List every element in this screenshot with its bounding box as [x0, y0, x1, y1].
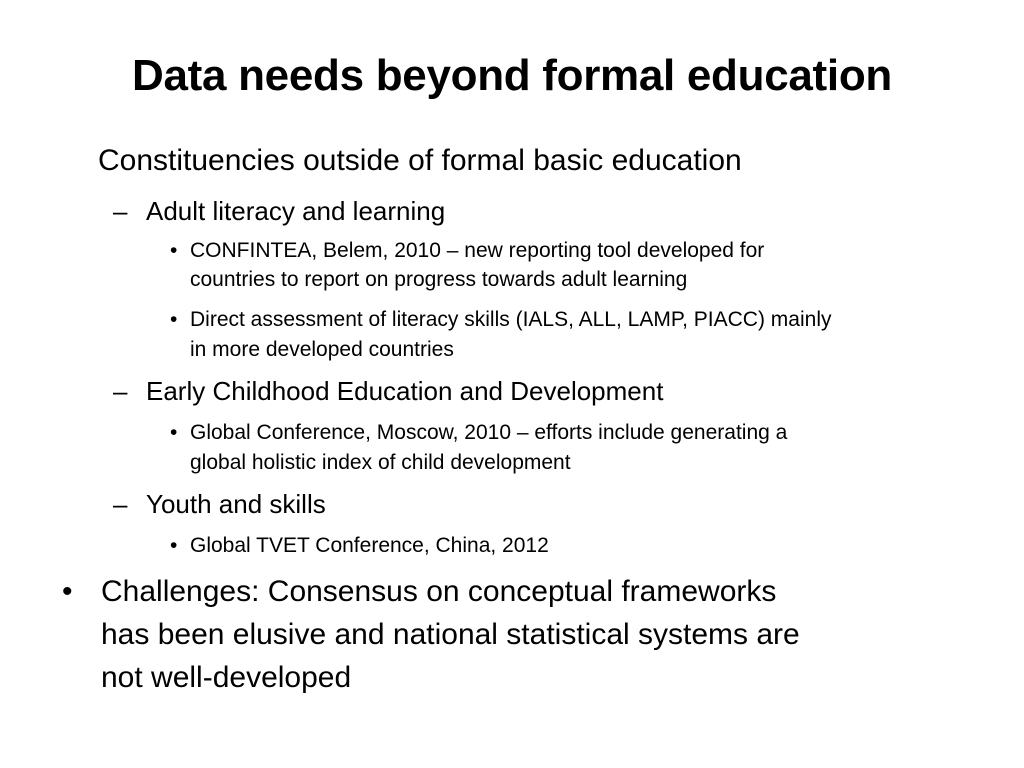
section-heading-youth-skills: Youth and skills	[146, 489, 326, 519]
section-dash-marker: –	[113, 376, 128, 406]
section-heading-early-childhood: Early Childhood Education and Development	[146, 376, 664, 406]
section-heading-adult-literacy: Adult literacy and learning	[146, 196, 446, 226]
bullet-line: global holistic index of child development	[190, 451, 571, 474]
intro-text: Constituencies outside of formal basic education	[98, 144, 742, 177]
bullet-line: CONFINTEA, Belem, 2010 – new reporting tool developed for	[190, 239, 765, 262]
section-dash-marker: –	[113, 196, 128, 226]
bullet-line: Direct assessment of literacy skills (IALS, ALL, LAMP, PIACC) mainly	[190, 308, 832, 331]
section-dash-marker: –	[113, 489, 128, 519]
challenges-line: has been elusive and national statistical systems are	[101, 618, 800, 651]
challenges-bullet-marker: •	[62, 575, 73, 608]
bullet-marker: •	[170, 421, 178, 444]
bullet-marker: •	[170, 534, 178, 557]
bullet-marker: •	[170, 308, 178, 331]
bullet-line: in more developed countries	[190, 338, 454, 361]
slide-title: Data needs beyond formal education	[132, 51, 892, 100]
bullet-line: Global Conference, Moscow, 2010 – efforts include generating a	[190, 421, 788, 444]
bullet-line: countries to report on progress towards adult learning	[190, 268, 688, 291]
bullet-line: Global TVET Conference, China, 2012	[190, 534, 549, 557]
challenges-line: Challenges: Consensus on conceptual frameworks	[101, 575, 777, 608]
bullet-marker: •	[170, 239, 178, 262]
challenges-line: not well-developed	[101, 661, 352, 694]
